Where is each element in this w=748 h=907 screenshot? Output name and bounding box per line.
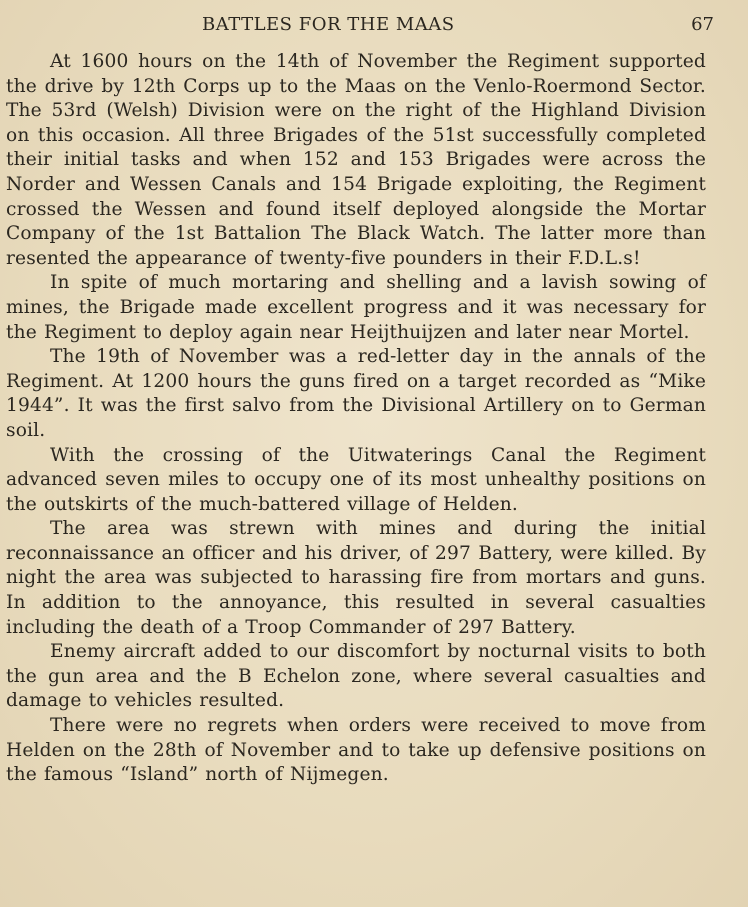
paragraph-1: At 1600 hours on the 14th of November the Regiment supported the drive by 12th Corps up to the Maas on the Venlo-Roermond Sector. The 53rd (Welsh) Division were on the right of the Highland Division on this occasion. All three Brigades of the 51st successfully completed their initial tasks and when 152 and 153 Brigades were across the Norder and Wessen Canals and 154 Brigade exploiting, the Regiment crossed the Wessen and found itself deployed alongside the Mortar Company of the 1st Battalion The Black Watch. The latter more than resented the appearance of twenty-five pounders in their F.D.L.s! <box>6 51 706 269</box>
page-header <box>6 10 714 40</box>
book-page <box>6 10 714 788</box>
page-number: 67 <box>691 14 714 35</box>
paragraph-6: Enemy aircraft added to our discomfort by nocturnal visits to both the gun area and the B Echelon zone, where several casualties and damage to vehicles resulted. <box>6 641 706 712</box>
paragraph-4: With the crossing of the Uitwaterings Canal the Regiment advanced seven miles to occupy one of its most unhealthy positions on the outskirts of the much-battered village of Helden. <box>6 444 706 515</box>
paragraph-5: The area was strewn with mines and during the initial reconnaissance an officer and his driver, of 297 Battery, were killed. By night the area was subjected to harassing fire from mortars and guns. In addition to the annoyance, this resulted in several casualties including the death of a Troop Commander of 297 Battery. <box>6 518 706 638</box>
paragraph-7: There were no regrets when orders were received to move from Helden on the 28th of November and to take up defensive positions on the famous “Island” north of Nijmegen. <box>6 715 706 786</box>
running-head: BATTLES FOR THE MAAS <box>202 14 455 35</box>
paragraph-3: The 19th of November was a red-letter day in the annals of the Regiment. At 1200 hours the guns fired on a target recorded as “Mike 1944”. It was the first salvo from the Divisional Artillery on to German soil. <box>6 346 706 441</box>
paragraph-2: In spite of much mortaring and shelling and a lavish sowing of mines, the Brigade made excellent progress and it was necessary for the Regiment to deploy again near Heijthuijzen and later near Mortel. <box>6 272 706 343</box>
body-text <box>6 50 706 788</box>
